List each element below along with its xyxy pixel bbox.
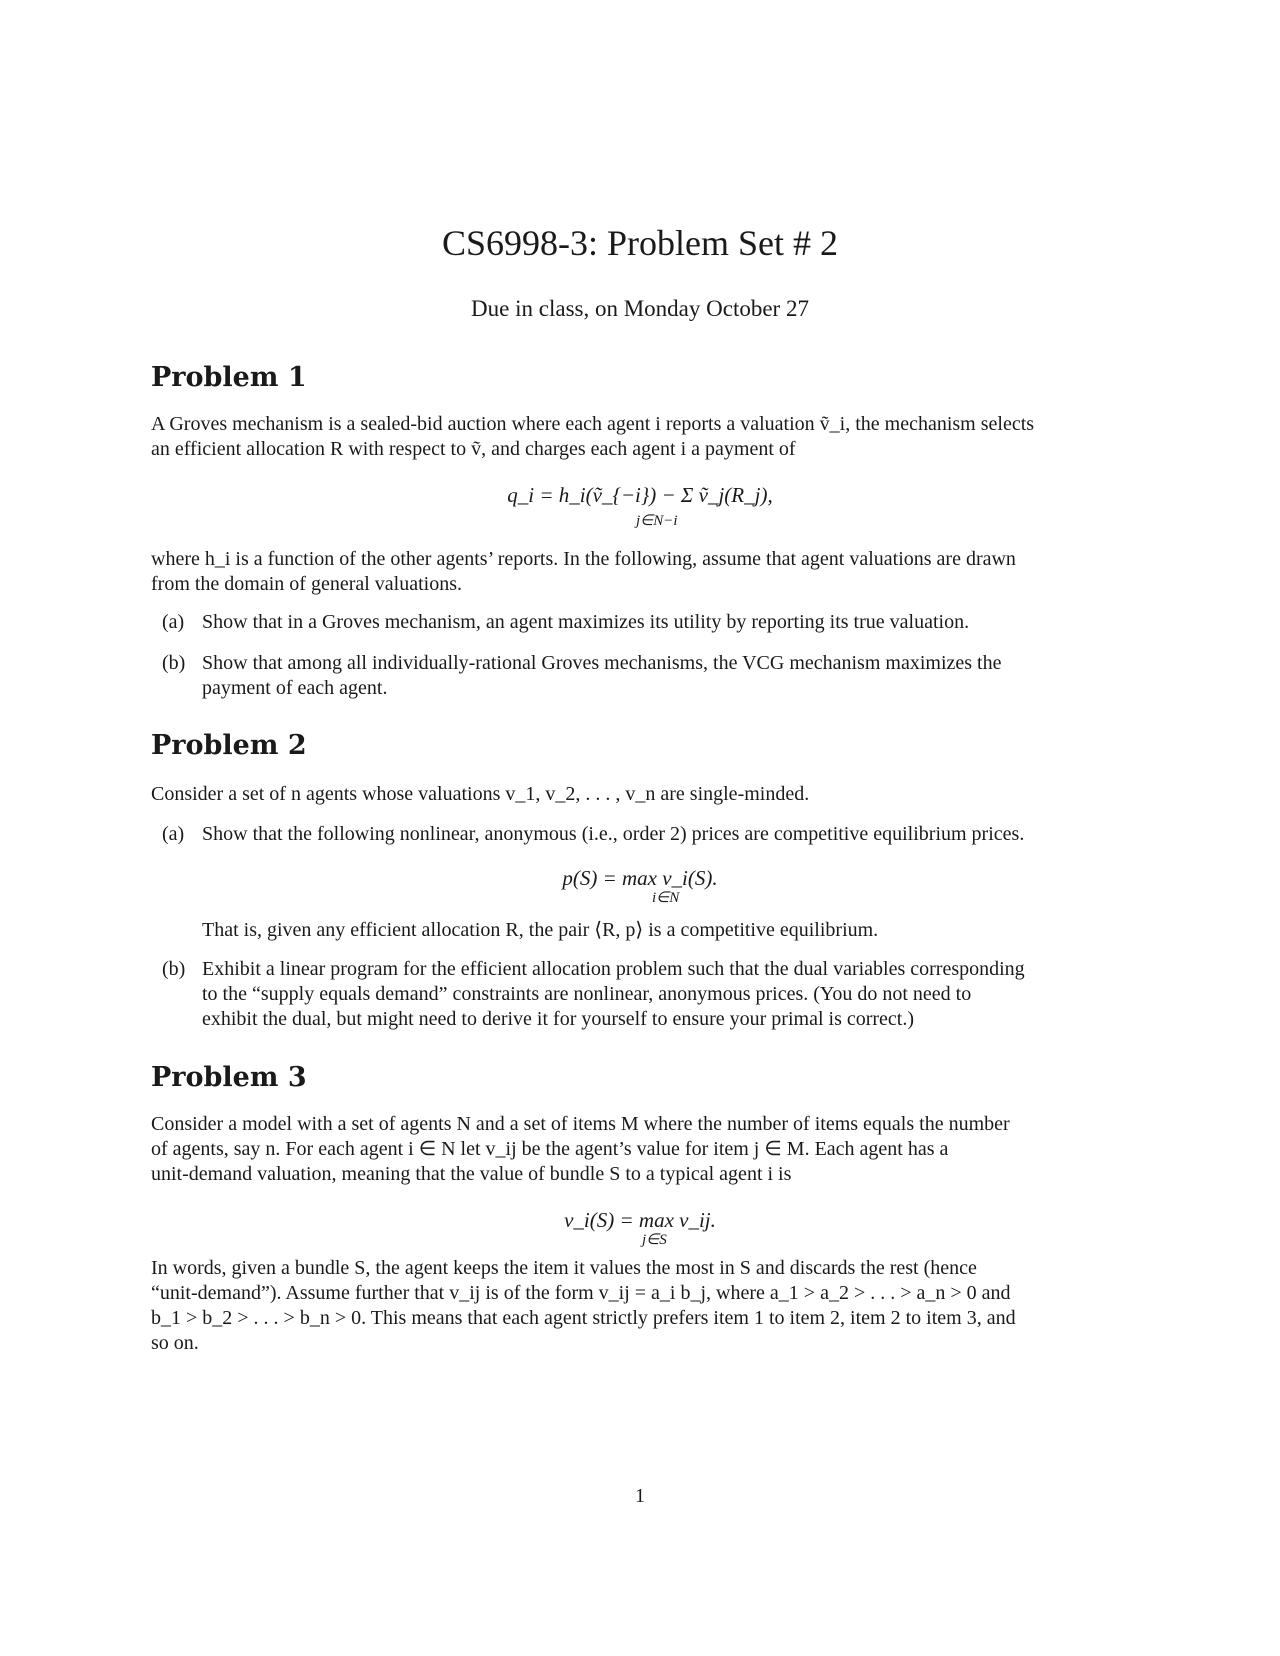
text-line: unit-demand valuation, meaning that the value of bundle S to a typical agent i is [151,1163,792,1185]
equation-subscript: j∈S [642,1232,667,1248]
text-line: Consider a model with a set of agents N and a set of items M where the number of items equals the number [151,1113,1010,1135]
groves-payment-equation: q_i = h_i(ṽ_{−i}) − Σ ṽ_j(R_j), [507,483,773,507]
text-line: so on. [151,1332,199,1354]
part-label: (a) [162,823,185,845]
part-text: Show that the following nonlinear, anonymous (i.e., order 2) prices are competitive equilibrium prices. [202,823,1025,845]
page-title: CS6998-3: Problem Set # 2 [441,223,839,263]
problem-2-intro: Consider a set of n agents whose valuations v_1, v_2, . . . , v_n are single-minded. [151,783,810,805]
text-line: Show that among all individually-rational Groves mechanisms, the VCG mechanism maximizes the [202,652,1002,674]
text-line: where h_i is a function of the other agents’ reports. In the following, assume that agent valuations are drawn [151,548,1016,570]
text-line: payment of each agent. [202,677,388,699]
text-line: A Groves mechanism is a sealed-bid auction where each agent i reports a valuation ṽ_i, the mechanism selects [151,413,1035,435]
due-date-subtitle: Due in class, on Monday October 27 [471,296,809,321]
part-label: (b) [162,652,186,674]
equation-subscript: j∈N−i [636,513,678,529]
equation-subscript: i∈N [652,890,680,906]
part-label: (a) [162,611,185,633]
problem-1-body [151,547,1126,597]
unit-demand-equation: v_i(S) = max v_ij. [564,1208,716,1232]
text-line: exhibit the dual, but might need to derive it for yourself to ensure your primal is correct.) [202,1008,915,1030]
problem-2-heading: Problem 2 [151,730,307,761]
part-text [202,957,1126,1032]
text-line: In words, given a bundle S, the agent keeps the item it values the most in S and discards the rest (hence [151,1257,977,1279]
problem-3-heading: Problem 3 [151,1062,307,1093]
part-text: That is, given any efficient allocation R, the pair ⟨R, p⟩ is a competitive equilibrium. [202,919,879,941]
text-line: of agents, say n. For each agent i ∈ N let v_ij be the agent’s value for item j ∈ M. Each agent has a [151,1138,949,1160]
problem-3-intro [151,1112,1126,1187]
part-label: (b) [162,958,186,980]
part-text [202,651,1126,701]
text-line: Exhibit a linear program for the efficient allocation problem such that the dual variables corresponding [202,958,1025,980]
text-line: b_1 > b_2 > . . . > b_n > 0. This means that each agent strictly prefers item 1 to item 2, item 2 to item 3, and [151,1307,1016,1329]
text-line: to the “supply equals demand” constraints are nonlinear, anonymous prices. (You do not need to [202,983,972,1005]
problem-1-heading: Problem 1 [151,362,307,393]
part-text: Show that in a Groves mechanism, an agent maximizes its utility by reporting its true valuation. [202,611,970,633]
text-line: “unit-demand”). Assume further that v_ij is of the form v_ij = a_i b_j, where a_1 > a_2 > . . . > a_n > 0 and [151,1282,1011,1304]
text-line: an efficient allocation R with respect to ṽ, and charges each agent i a payment of [151,438,796,460]
price-equation: p(S) = max v_i(S). [562,866,718,890]
problem-3-body [151,1256,1126,1356]
page-number: 1 [635,1485,645,1507]
text-line: from the domain of general valuations. [151,573,463,595]
problem-1-intro [151,412,1126,462]
